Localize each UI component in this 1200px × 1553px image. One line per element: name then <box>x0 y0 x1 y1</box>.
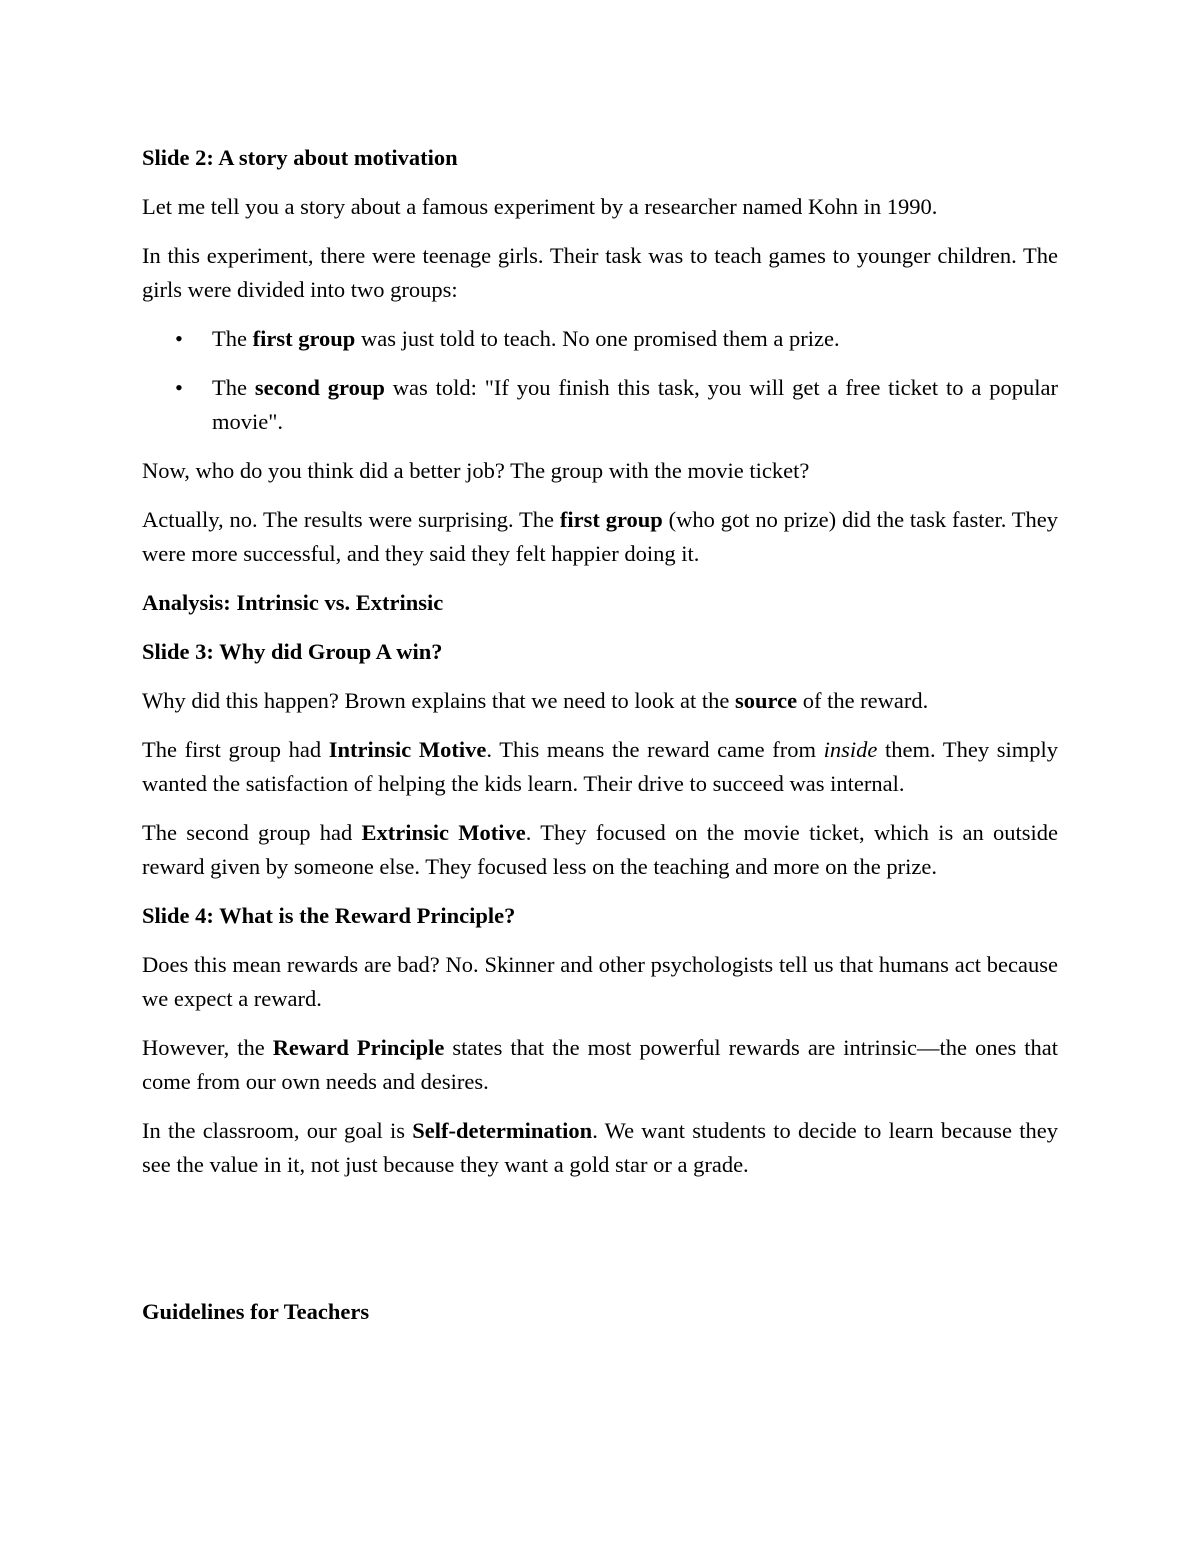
slide2-paragraph-2: In this experiment, there were teenage girls. Their task was to teach games to younger children. The girls were divided into two groups: <box>142 243 1058 302</box>
list-item <box>142 322 1058 356</box>
bullet-icon: • <box>175 375 183 400</box>
guidelines-heading: Guidelines for Teachers <box>142 1299 370 1324</box>
bullet1-text-pre: The <box>212 326 253 351</box>
s4p3-bold: Self-determination <box>412 1118 593 1143</box>
s3p2-mid: . This means the reward came from <box>486 737 824 762</box>
s4p3-pre: In the classroom, our goal is <box>142 1118 413 1143</box>
slide3-paragraph-3 <box>142 816 1058 884</box>
s4p3-post: . We want students to decide to learn because they see the value in it, not just because they want a gold star or a grade. <box>142 1118 1059 1177</box>
slide3-paragraph-2 <box>142 733 1058 801</box>
slide4-paragraph-2 <box>142 1031 1058 1099</box>
document-page <box>142 141 1058 1344</box>
s3p2-pre: The first group had <box>142 737 329 762</box>
slide3-paragraph-1 <box>142 684 1058 718</box>
groups-list <box>142 322 1058 439</box>
p4-bold: first group <box>559 507 663 532</box>
s3p2-bold: Intrinsic Motive <box>328 737 487 762</box>
s3p3-bold: Extrinsic Motive <box>361 820 526 845</box>
blank-space <box>142 1197 1058 1295</box>
s4p2-bold: Reward Principle <box>272 1035 445 1060</box>
bullet2-text-pre: The <box>212 375 255 400</box>
s3p1-post: of the reward. <box>797 688 929 713</box>
slide4-paragraph-1: Does this mean rewards are bad? No. Skinner and other psychologists tell us that humans act because we expect a reward. <box>142 952 1058 1011</box>
list-item <box>142 371 1058 439</box>
slide2-heading: Slide 2: A story about motivation <box>142 145 458 170</box>
p4-post: (who got no prize) did the task faster. They were more successful, and they said they felt happier doing it. <box>142 507 1059 566</box>
s3p3-pre: The second group had <box>142 820 362 845</box>
slide2-paragraph-3: Now, who do you think did a better job? The group with the movie ticket? <box>142 458 810 483</box>
s3p2-italic: inside <box>823 737 878 762</box>
s3p2-post: them. They simply wanted the satisfaction of helping the kids learn. Their drive to succeed was internal. <box>142 737 1058 796</box>
slide2-paragraph-1: Let me tell you a story about a famous experiment by a researcher named Kohn in 1990. <box>142 194 938 219</box>
s3p1-bold: source <box>735 688 798 713</box>
slide2-paragraph-4 <box>142 503 1058 571</box>
s4p2-post: states that the most powerful rewards are intrinsic—the ones that come from our own needs and desires. <box>142 1035 1058 1094</box>
bullet2-text-post: was told: "If you finish this task, you will get a free ticket to a popular movie". <box>212 375 1058 434</box>
s4p2-pre: However, the <box>142 1035 273 1060</box>
slide4-heading: Slide 4: What is the Reward Principle? <box>142 903 516 928</box>
p4-pre: Actually, no. The results were surprising. The <box>142 507 560 532</box>
s3p3-post: . They focused on the movie ticket, which is an outside reward given by someone else. They focused less on the teaching and more on the prize. <box>142 820 1058 879</box>
slide4-paragraph-3 <box>142 1114 1058 1182</box>
slide3-heading: Slide 3: Why did Group A win? <box>142 639 443 664</box>
bullet1-text-bold: first group <box>252 326 356 351</box>
bullet2-text-bold: second group <box>254 375 385 400</box>
s3p1-pre: Why did this happen? Brown explains that we need to look at the <box>142 688 735 713</box>
bullet1-text-post: was just told to teach. No one promised them a prize. <box>355 326 840 351</box>
analysis-heading: Analysis: Intrinsic vs. Extrinsic <box>142 590 444 615</box>
bullet-icon: • <box>175 326 183 351</box>
